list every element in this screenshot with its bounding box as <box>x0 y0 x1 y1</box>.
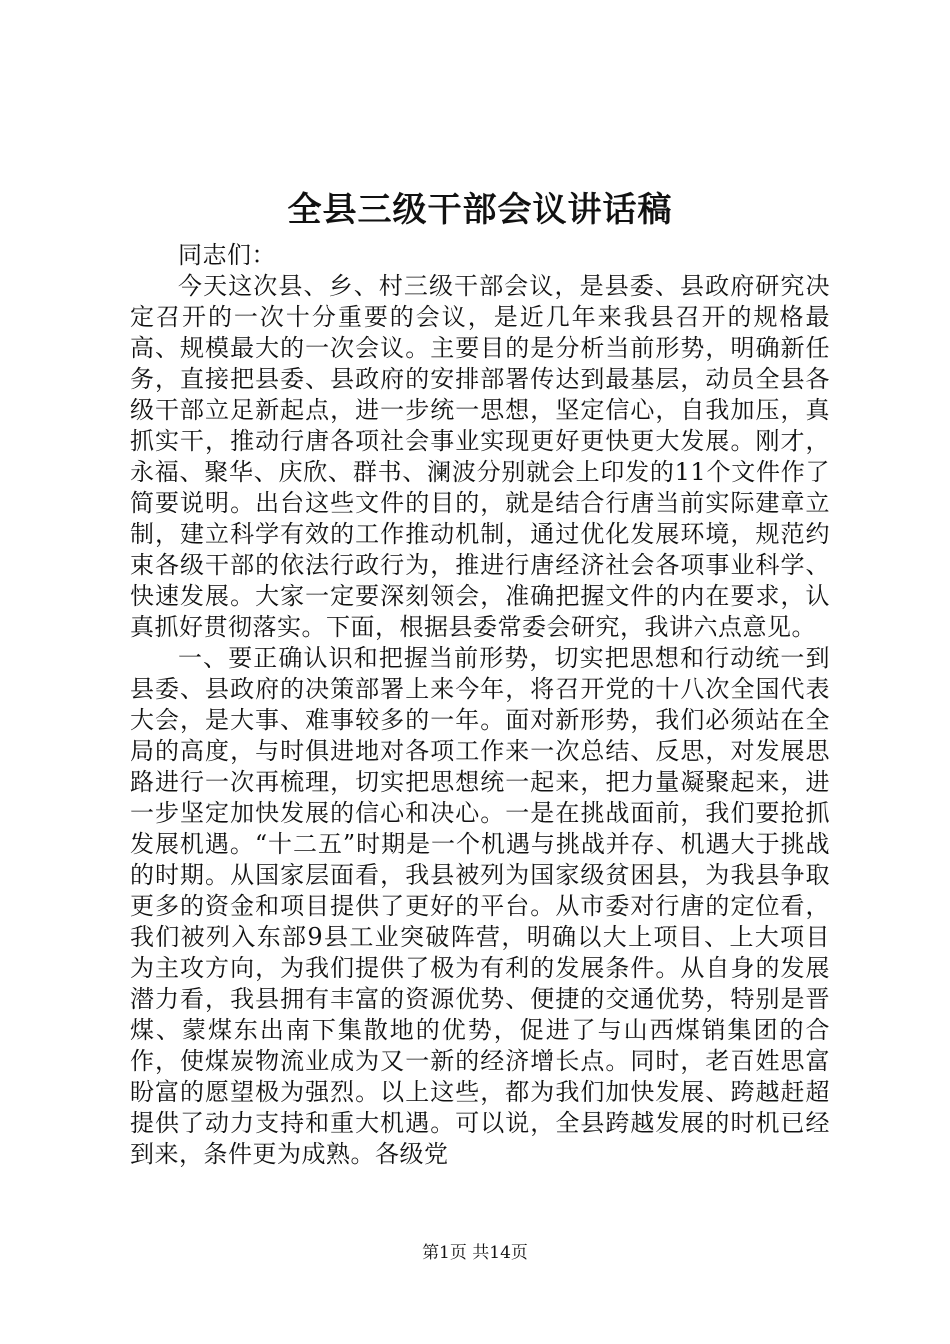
document-title: 全县三级干部会议讲话稿 <box>287 190 673 230</box>
salutation: 同志们： <box>178 241 276 269</box>
document-body <box>130 180 830 1170</box>
paragraph-section-one: 一、要正确认识和把握当前形势，切实把思想和行动统一到县委、县政府的决策部署上来今年，将召开党的十八次全国代表大会，是大事、难事较多的一年。面对新形势，我们必须站在全局的高度，与时俱进地对各项工作来一次总结、反思，对发展思路进行一次再梳理，切实把思想统一起来，把力量凝聚起来，进一步坚定加快发展的信心和决心。一是在挑战面前，我们要抢抓发展机遇。“十二五”时期是一个机遇与挑战并存、机遇大于挑战的时期。从国家层面看，我县被列为国家级贫困县，为我县争取更多的资金和项目提供了更好的平台。从市委对行唐的定位看，我们被列入东部9县工业突破阵营，明确以大上项目、上大项目为主攻方向，为我们提供了极为有利的发展条件。从自身的发展潜力看，我县拥有丰富的资源优势、便捷的交通优势，特别是晋煤、蒙煤东出南下集散地的优势，促进了与山西煤销集团的合作，使煤炭物流业成为又一新的经济增长点。同时，老百姓思富盼富的愿望极为强烈。以上这些，都为我们加快发展、跨越赶超提供了动力支持和重大机遇。可以说，全县跨越发展的时机已经到来，条件更为成熟。各级党 <box>130 644 830 1168</box>
paragraph-intro: 今天这次县、乡、村三级干部会议，是县委、县政府研究决定召开的一次十分重要的会议，是近几年来我县召开的规格最高、规模最大的一次会议。主要目的是分析当前形势，明确新任务，直接把县委、县政府的安排部署传达到最基层，动员全县各级干部立足新起点，进一步统一思想，坚定信心，自我加压，真抓实干，推动行唐各项社会事业实现更好更快更大发展。刚才，永福、聚华、庆欣、群书、澜波分别就会上印发的11个文件作了简要说明。出台这些文件的目的，就是结合行唐当前实际建章立制，建立科学有效的工作推动机制，通过优化发展环境，规范约束各级干部的依法行政行为，推进行唐经济社会各项事业科学、快速发展。大家一定要深刻领会，准确把握文件的内在要求，认真抓好贯彻落实。下面，根据县委常委会研究，我讲六点意见。 <box>130 272 830 641</box>
page-footer: 第1页 共14页 <box>422 1243 528 1263</box>
